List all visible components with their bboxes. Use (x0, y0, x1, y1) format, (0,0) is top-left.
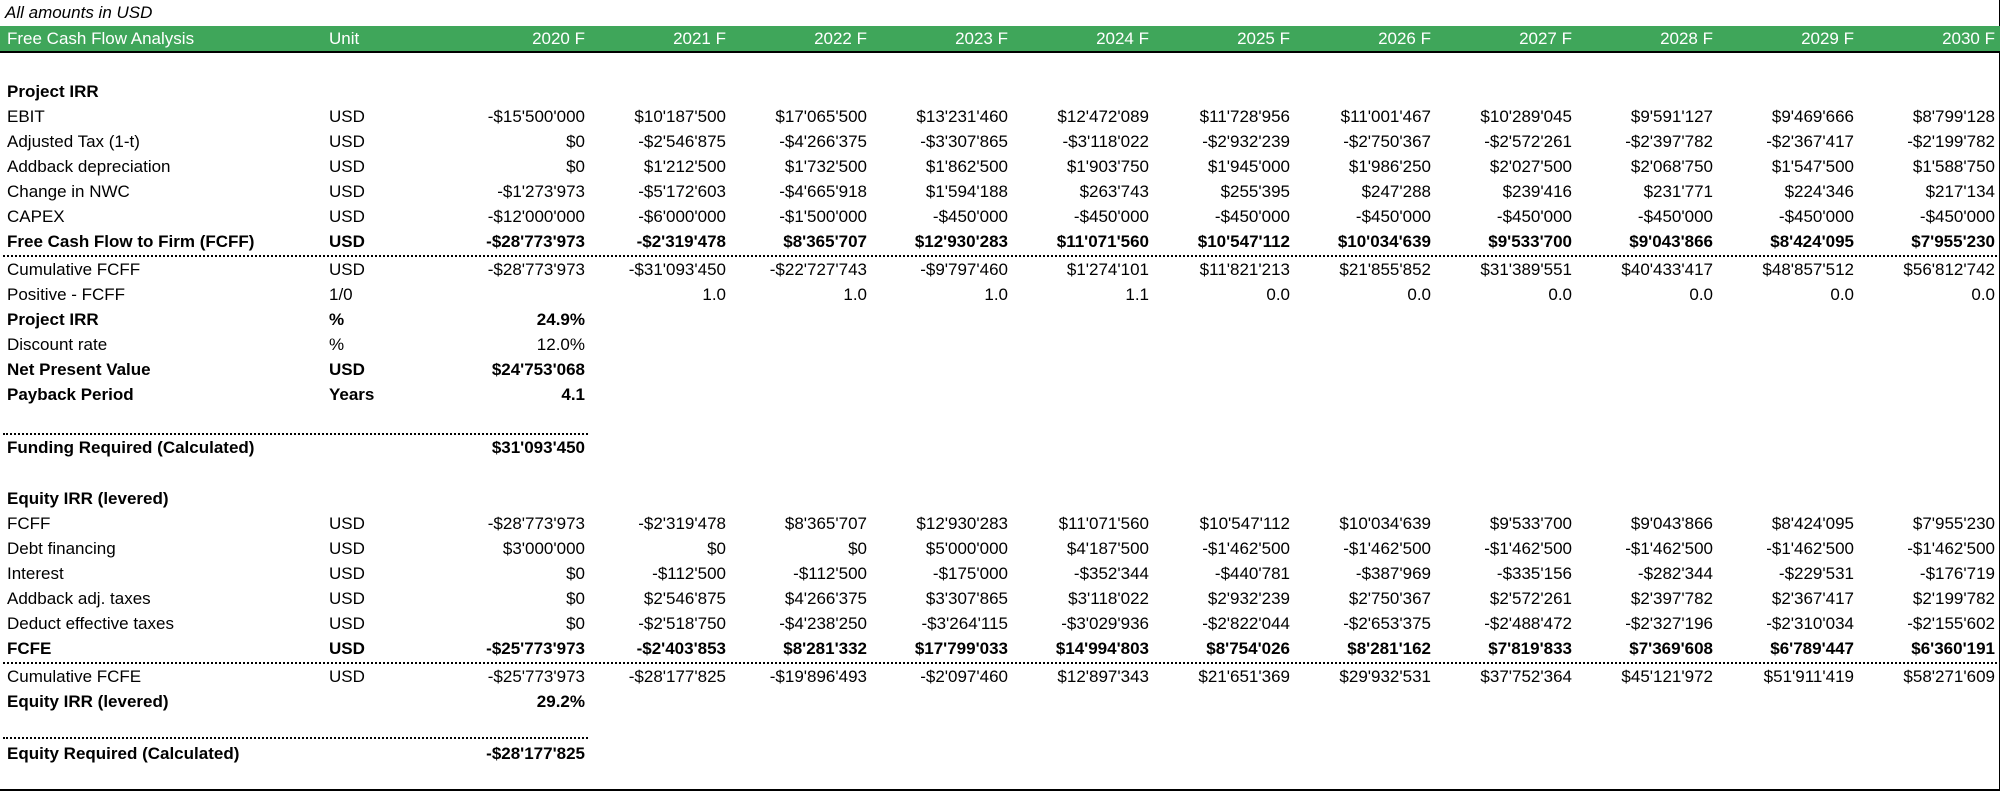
year-header: 2023 F (955, 29, 1008, 48)
summary-label: Net Present Value (7, 360, 151, 379)
value-cell: $2'027'500 (1489, 157, 1572, 176)
year-header: 2022 F (814, 29, 867, 48)
value-cell: 0.0 (1548, 285, 1572, 304)
value-cell: $224'346 (1784, 182, 1854, 201)
value-cell: $1'945'000 (1207, 157, 1290, 176)
value-cell: $6'360'191 (1911, 639, 1995, 658)
value-cell: $8'365'707 (784, 514, 867, 533)
year-header: 2027 F (1519, 29, 1572, 48)
value-cell: -$2'319'478 (638, 514, 726, 533)
value-cell: -$2'932'239 (1202, 132, 1290, 151)
equity-required-row (0, 741, 2000, 766)
row-unit: USD (329, 639, 365, 658)
value-cell: -$1'500'000 (779, 207, 867, 226)
value-cell: -$450'000 (1778, 207, 1854, 226)
value-cell: $9'533'700 (1489, 514, 1572, 533)
value-cell (480, 282, 585, 307)
value-cell: -$6'000'000 (638, 207, 726, 226)
value-cell: $48'857'512 (1762, 260, 1854, 279)
value-cell: $8'424'095 (1771, 514, 1854, 533)
value-cell: $9'591'127 (1630, 107, 1713, 126)
value-cell: 0.0 (1689, 285, 1713, 304)
project-section-title-row (0, 79, 2000, 104)
value-cell: -$2'822'044 (1202, 614, 1290, 633)
value-cell: -$2'310'034 (1766, 614, 1854, 633)
value-cell: $8'799'128 (1912, 107, 1995, 126)
value-cell: $1'732'500 (784, 157, 867, 176)
value-cell: $13'231'460 (916, 107, 1008, 126)
value-cell: -$31'093'450 (628, 260, 726, 279)
value-cell: $10'289'045 (1480, 107, 1572, 126)
value-cell: -$22'727'743 (769, 260, 867, 279)
value-cell: -$450'000 (1496, 207, 1572, 226)
value-cell: $2'068'750 (1630, 157, 1713, 176)
value-cell: $7'955'230 (1912, 514, 1995, 533)
table-row (0, 611, 2000, 636)
value-cell: -$2'097'460 (920, 667, 1008, 686)
value-cell: $2'750'367 (1348, 589, 1431, 608)
equity-section-title-row (0, 486, 2000, 511)
value-cell: $255'395 (1220, 182, 1290, 201)
value-cell: -$450'000 (1919, 207, 1995, 226)
funding-required-label: Funding Required (Calculated) (7, 438, 255, 457)
value-cell: -$450'000 (1637, 207, 1713, 226)
value-cell: $10'187'500 (634, 107, 726, 126)
value-cell: 0.0 (1407, 285, 1431, 304)
row-unit: USD (329, 207, 365, 226)
value-cell: 0.0 (1266, 285, 1290, 304)
value-cell: $0 (566, 157, 585, 176)
value-cell: -$2'518'750 (638, 614, 726, 633)
value-cell: -$19'896'493 (769, 667, 867, 686)
value-cell: -$450'000 (1355, 207, 1431, 226)
value-cell: $12'472'089 (1057, 107, 1149, 126)
row-label: Cumulative FCFE (7, 667, 142, 686)
value-cell: $6'789'447 (1770, 639, 1854, 658)
value-cell: -$282'344 (1637, 564, 1713, 583)
value-cell: $51'911'419 (1763, 667, 1854, 686)
value-cell: $7'955'230 (1911, 232, 1995, 251)
value-cell: $58'271'609 (1903, 667, 1995, 686)
row-unit: 1/0 (329, 285, 353, 304)
value-cell: $9'533'700 (1488, 232, 1572, 251)
value-cell: -$2'327'196 (1625, 614, 1713, 633)
value-cell: -$4'665'918 (779, 182, 867, 201)
value-cell: -$1'462'500 (1484, 539, 1572, 558)
row-label: EBIT (7, 107, 45, 126)
value-cell: -$2'397'782 (1625, 132, 1713, 151)
value-cell: $0 (566, 589, 585, 608)
value-cell: $1'212'500 (643, 157, 726, 176)
fcfe-total-row (0, 636, 2000, 661)
value-cell: $1'594'188 (925, 182, 1008, 201)
row-unit: USD (329, 182, 365, 201)
row-unit: USD (329, 667, 365, 686)
row-unit: USD (329, 157, 365, 176)
row-label: Adjusted Tax (1-t) (7, 132, 140, 151)
value-cell: $9'469'666 (1771, 107, 1854, 126)
summary-label: Equity IRR (levered) (7, 692, 169, 711)
year-header: 2026 F (1378, 29, 1431, 48)
row-unit: USD (329, 564, 365, 583)
value-cell: $37'752'364 (1480, 667, 1572, 686)
table-row (0, 511, 2000, 536)
value-cell: $1'588'750 (1912, 157, 1995, 176)
value-cell: $2'932'239 (1207, 589, 1290, 608)
year-header: 2029 F (1801, 29, 1854, 48)
year-header: 2021 F (673, 29, 726, 48)
value-cell: $2'367'417 (1771, 589, 1854, 608)
value-cell: -$28'773'973 (486, 232, 585, 251)
value-cell: -$28'177'825 (628, 667, 726, 686)
row-label: Addback adj. taxes (7, 589, 151, 608)
value-cell: $3'307'865 (925, 589, 1008, 608)
value-cell: $12'930'283 (914, 232, 1008, 251)
header-unit: Unit (329, 29, 360, 48)
row-label: Addback depreciation (7, 157, 171, 176)
dotted-divider (3, 737, 588, 739)
value-cell: -$4'238'250 (779, 614, 867, 633)
value-cell: -$450'000 (932, 207, 1008, 226)
value-cell: -$28'773'973 (487, 514, 585, 533)
value-cell: -$229'531 (1778, 564, 1854, 583)
value-cell: $1'986'250 (1348, 157, 1431, 176)
table-row (0, 536, 2000, 561)
value-cell: $56'812'742 (1903, 260, 1995, 279)
table-row (0, 282, 2000, 307)
summary-label: Project IRR (7, 310, 99, 329)
value-cell: $1'903'750 (1066, 157, 1149, 176)
value-cell: -$2'488'472 (1484, 614, 1572, 633)
value-cell: $2'199'782 (1912, 589, 1995, 608)
table-row (0, 561, 2000, 586)
value-cell: $10'547'112 (1199, 514, 1290, 533)
value-cell: -$9'797'460 (920, 260, 1008, 279)
summary-unit: % (329, 335, 345, 354)
value-cell: -$2'403'853 (636, 639, 726, 658)
value-cell: -$2'572'261 (1484, 132, 1572, 151)
value-cell: -$175'000 (932, 564, 1008, 583)
value-cell: -$3'118'022 (1062, 132, 1149, 151)
value-cell: $17'799'033 (914, 639, 1008, 658)
summary-unit: % (329, 310, 345, 329)
value-cell: $3'000'000 (502, 539, 585, 558)
value-cell: $10'034'639 (1337, 232, 1431, 251)
value-cell: $45'121'972 (1621, 667, 1713, 686)
row-label: Cumulative FCFF (7, 260, 141, 279)
table-row (0, 179, 2000, 204)
value-cell: $8'424'095 (1770, 232, 1854, 251)
value-cell: $11'001'467 (1340, 107, 1431, 126)
value-cell: -$3'029'936 (1061, 614, 1149, 633)
value-cell: $0 (566, 564, 585, 583)
row-label: FCFE (7, 639, 52, 658)
value-cell: $21'855'852 (1339, 260, 1431, 279)
value-cell: -$2'653'375 (1343, 614, 1431, 633)
row-unit: USD (329, 539, 365, 558)
value-cell: $29'932'531 (1339, 667, 1431, 686)
value-cell: $0 (848, 539, 867, 558)
equity-required-value: -$28'177'825 (486, 744, 585, 763)
value-cell: -$1'462'500 (1202, 539, 1290, 558)
row-label: Interest (7, 564, 64, 583)
summary-row (0, 307, 2000, 332)
summary-value: 12.0% (536, 335, 585, 354)
value-cell: $5'000'000 (925, 539, 1008, 558)
row-unit: USD (329, 232, 365, 251)
value-cell: -$1'462'500 (1343, 539, 1431, 558)
value-cell: -$2'199'782 (1907, 132, 1995, 151)
table-row (0, 104, 2000, 129)
row-unit: USD (329, 260, 365, 279)
summary-value: 29.2% (536, 692, 585, 711)
value-cell: $11'071'560 (1056, 232, 1149, 251)
year-header: 2028 F (1660, 29, 1713, 48)
value-cell: -$176'719 (1919, 564, 1995, 583)
value-cell: $4'187'500 (1066, 539, 1149, 558)
value-cell: -$25'773'973 (486, 639, 585, 658)
value-cell: -$335'156 (1496, 564, 1572, 583)
value-cell: -$387'969 (1355, 564, 1431, 583)
value-cell: $2'546'875 (643, 589, 726, 608)
value-cell: -$3'307'865 (920, 132, 1008, 151)
row-label: Change in NWC (7, 182, 130, 201)
value-cell: $8'365'707 (783, 232, 867, 251)
value-cell: $0 (566, 614, 585, 633)
value-cell: $31'389'551 (1480, 260, 1572, 279)
value-cell: -$440'781 (1214, 564, 1290, 583)
table-row (0, 129, 2000, 154)
fcff-total-row (0, 229, 2000, 254)
value-cell: $8'281'162 (1347, 639, 1431, 658)
value-cell: $239'416 (1502, 182, 1572, 201)
value-cell: -$2'155'602 (1907, 614, 1995, 633)
value-cell: $11'071'560 (1058, 514, 1149, 533)
row-label: Free Cash Flow to Firm (FCFF) (7, 232, 255, 251)
value-cell: $217'134 (1925, 182, 1995, 201)
summary-row (0, 357, 2000, 382)
summary-label: Discount rate (7, 335, 108, 354)
value-cell: $7'819'833 (1488, 639, 1572, 658)
value-cell: $263'743 (1079, 182, 1149, 201)
value-cell: -$352'344 (1073, 564, 1149, 583)
row-label: Deduct effective taxes (7, 614, 174, 633)
value-cell: $231'771 (1643, 182, 1713, 201)
year-header: 2024 F (1096, 29, 1149, 48)
value-cell: -$12'000'000 (487, 207, 585, 226)
value-cell: -$5'172'603 (638, 182, 726, 201)
value-cell: -$2'319'478 (636, 232, 726, 251)
value-cell: -$28'773'973 (487, 260, 585, 279)
value-cell: $7'369'608 (1629, 639, 1713, 658)
row-label: Positive - FCFF (7, 285, 126, 304)
value-cell: -$112'500 (793, 564, 867, 583)
table-row (0, 664, 2000, 689)
year-header: 2025 F (1237, 29, 1290, 48)
header-row (0, 26, 2000, 53)
value-cell: $8'281'332 (783, 639, 867, 658)
value-cell: 1.1 (1125, 285, 1149, 304)
value-cell: $0 (566, 132, 585, 151)
value-cell: $3'118'022 (1068, 589, 1149, 608)
section-title: Project IRR (7, 82, 99, 101)
value-cell: -$1'462'500 (1625, 539, 1713, 558)
row-unit: USD (329, 132, 365, 151)
equity-required-label: Equity Required (Calculated) (7, 744, 240, 763)
value-cell: -$2'750'367 (1343, 132, 1431, 151)
summary-row (0, 332, 2000, 357)
row-unit: USD (329, 614, 365, 633)
summary-value: $24'753'068 (491, 360, 585, 379)
value-cell: $14'994'803 (1055, 639, 1149, 658)
summary-row (0, 689, 2000, 714)
note-row (0, 0, 2000, 25)
row-label: FCFF (7, 514, 51, 533)
value-cell: -$1'273'973 (497, 182, 585, 201)
year-header: 2020 F (532, 29, 585, 48)
value-cell: $8'754'026 (1206, 639, 1290, 658)
value-cell: $11'821'213 (1199, 260, 1290, 279)
value-cell: $11'728'956 (1199, 107, 1290, 126)
summary-unit: USD (329, 360, 365, 379)
summary-label: Payback Period (7, 385, 134, 404)
value-cell: -$450'000 (1073, 207, 1149, 226)
table-row (0, 204, 2000, 229)
value-cell: 1.0 (843, 285, 867, 304)
value-cell: $2'397'782 (1630, 589, 1713, 608)
summary-row (0, 382, 2000, 407)
value-cell: -$15'500'000 (487, 107, 585, 126)
value-cell: 1.0 (984, 285, 1008, 304)
table-row (0, 154, 2000, 179)
value-cell: $17'065'500 (775, 107, 867, 126)
table-row (0, 586, 2000, 611)
value-cell: $40'433'417 (1621, 260, 1713, 279)
value-cell: -$4'266'375 (779, 132, 867, 151)
value-cell: $9'043'866 (1630, 514, 1713, 533)
value-cell: $247'288 (1361, 182, 1431, 201)
value-cell: 0.0 (1830, 285, 1854, 304)
row-unit: USD (329, 514, 365, 533)
header-label: Free Cash Flow Analysis (7, 29, 195, 48)
value-cell: $1'547'500 (1771, 157, 1854, 176)
value-cell: -$1'462'500 (1766, 539, 1854, 558)
value-cell: $12'930'283 (916, 514, 1008, 533)
row-label: Debt financing (7, 539, 116, 558)
amounts-note: All amounts in USD (5, 3, 153, 22)
year-header: 2030 F (1942, 29, 1995, 48)
value-cell: $12'897'343 (1057, 667, 1149, 686)
value-cell: -$3'264'115 (921, 614, 1008, 633)
funding-required-row (0, 435, 2000, 460)
row-unit: USD (329, 589, 365, 608)
value-cell: $21'651'369 (1198, 667, 1290, 686)
value-cell: $0 (707, 539, 726, 558)
funding-required-value: $31'093'450 (491, 438, 585, 457)
value-cell: $9'043'866 (1629, 232, 1713, 251)
value-cell: $10'547'112 (1197, 232, 1290, 251)
value-cell: -$2'546'875 (638, 132, 726, 151)
value-cell: $10'034'639 (1339, 514, 1431, 533)
value-cell: -$1'462'500 (1907, 539, 1995, 558)
value-cell: $1'862'500 (925, 157, 1008, 176)
value-cell: $2'572'261 (1489, 589, 1572, 608)
value-cell: -$2'367'417 (1766, 132, 1854, 151)
value-cell: -$25'773'973 (487, 667, 585, 686)
value-cell: 1.0 (702, 285, 726, 304)
row-unit: USD (329, 107, 365, 126)
summary-unit: Years (329, 385, 375, 404)
value-cell: -$450'000 (1214, 207, 1290, 226)
value-cell: -$112'500 (652, 564, 726, 583)
row-label: CAPEX (7, 207, 65, 226)
value-cell: 0.0 (1971, 285, 1995, 304)
value-cell: $1'274'101 (1066, 260, 1149, 279)
summary-value: 4.1 (561, 385, 585, 404)
section-title: Equity IRR (levered) (7, 489, 169, 508)
summary-value: 24.9% (536, 310, 585, 329)
value-cell: $4'266'375 (784, 589, 867, 608)
table-row (0, 257, 2000, 282)
